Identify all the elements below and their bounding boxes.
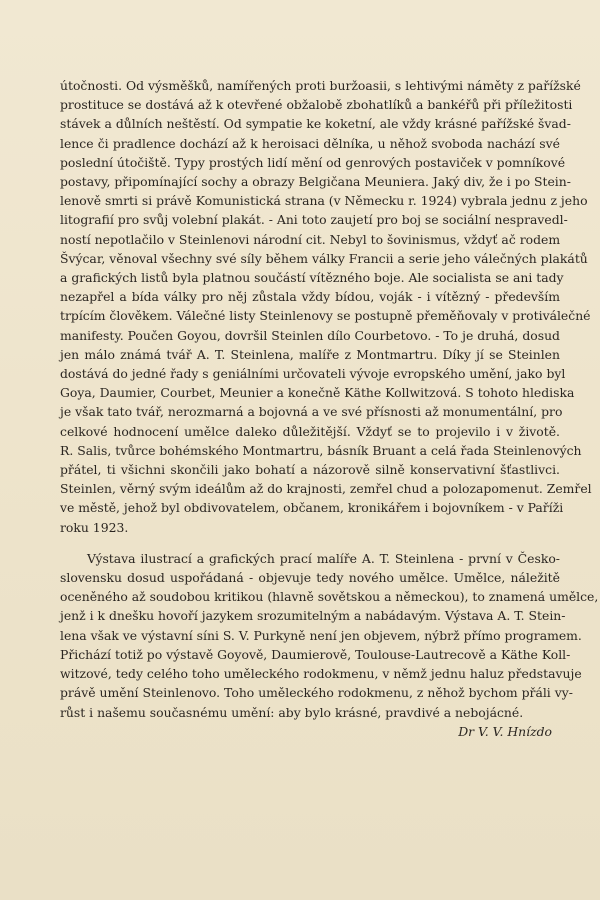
text-line: prostituce se dostává až k otevřené obžalobě zbohatlíků a bankéřů při příležitosti [60,97,573,113]
paragraph-2 [60,549,599,722]
text-line: lena však ve výstavní síni S. V. Purkyně není jen objevem, nýbrž přímo programem. [60,627,582,643]
text-line: jenž i k dnešku hovoří jazykem srozumitelným a nabádavým. Výstava A. T. Stein- [60,608,566,624]
text-line: Výstava ilustrací a grafických prací malíře A. T. Steinlena - první v Česko- [87,550,560,566]
text-line: Přichází totiž po výstavě Goyově, Daumierově, Toulouse-Lautrecově a Käthe Koll- [60,646,571,662]
text-line: útočnosti. Od výsměšků, namířených proti buržoasii, s lehtivými náměty z pařížské [60,78,581,93]
text-line: Goya, Daumier, Courbet, Meunier a konečně Käthe Kollwitzová. S tohoto hlediska [60,385,575,401]
text-line: je však tato tvář, nerozmarná a bojovná a ve své přísnosti až monumentální, pro [60,404,563,420]
text-line: právě umění Steinlenovo. Toho uměleckého rodokmenu, z něhož bychom přáli vy- [60,685,573,701]
text-line: R. Salis, tvůrce bohémského Montmartru, básník Bruant a celá řada Steinlenových [60,442,582,458]
text-line: jen málo známá tvář A. T. Steinlena, malíře z Montmartru. Díky jí se Steinlen [60,346,560,362]
text-line: poslední útočiště. Typy prostých lidí mění od genrových postaviček v pomníkové [60,154,566,170]
text-line: oceněného až soudobou kritikou (hlavně sovětskou a německou), to znamená umělce, [60,589,599,605]
text-line: postavy, připomínající sochy a obrazy Belgičana Meuniera. Jaký div, že i po Stein- [60,174,571,190]
text-line: ností nepotlačilo v Steinlenovi národní cit. Nebyl to šovinismus, vždyť ač rodem [60,231,561,247]
text-line: celkové hodnocení umělce daleko důležitější. Vždyť se to projevilo i v životě. [60,423,560,439]
text-line: roku 1923. [60,519,129,535]
text-line: přátel, ti všichni skončili jako bohatí a názorově silně konservativní šťastlivci. [60,462,560,478]
text-line: a grafických listů byla platnou součástí vítězného boje. Ale socialista se ani tady [60,270,564,286]
text-line: Švýcar, věnoval všechny své síly během války Francii a serie jeho válečných plakátů [60,250,588,266]
text-line: lence či pradlence dochází až k heroisaci dělníka, u něhož svoboda nachází své [60,135,560,151]
text-line: stávek a důlních neštěstí. Od sympatie ke koketní, ale vždy krásné pařížské švad- [60,116,571,132]
text-line: Steinlen, věrný svým ideálům až do krajnosti, zemřel chud a polozapomenut. Zemřel [60,481,592,497]
text-line: witzové, tedy celého toho uměleckého rodokmenu, v němž jednu haluz představuje [60,666,582,682]
author-signature: Dr V. V. Hnízdo [458,723,552,739]
article-text [60,76,599,741]
text-line: ve městě, jehož byl obdivovatelem, občanem, kronikářem i bojovníkem - v Paříži [60,500,564,516]
text-line: trpícím člověkem. Válečné listy Steinlenovy se postupně přeměňovaly v protiválečné [60,308,591,324]
text-line: růst i našemu současnému umění: aby bylo krásné, pravdivé a nebojácné. [60,704,524,720]
text-line: slovensku dosud uspořádaná - objevuje tedy nového umělce. Umělce, náležitě [60,570,560,586]
text-line: nezapřel a bída války pro něj zůstala vždy bídou, voják - i vítězný - především [60,289,560,305]
text-line: litografií pro svůj volební plakát. - Ani toto zaujetí pro boj se sociální nespravedl- [60,212,568,228]
text-line: manifesty. Poučen Goyou, dovršil Steinlen dílo Courbetovo. - To je druhá, dosud [60,327,560,343]
paragraph-1 [60,76,592,537]
text-line: dostává do jedné řady s geniálními určovateli vývoje evropského umění, jako byl [60,366,566,382]
text-line: lenově smrti si právě Komunistická strana (v Německu r. 1924) vybrala jednu z jeho [60,193,588,209]
